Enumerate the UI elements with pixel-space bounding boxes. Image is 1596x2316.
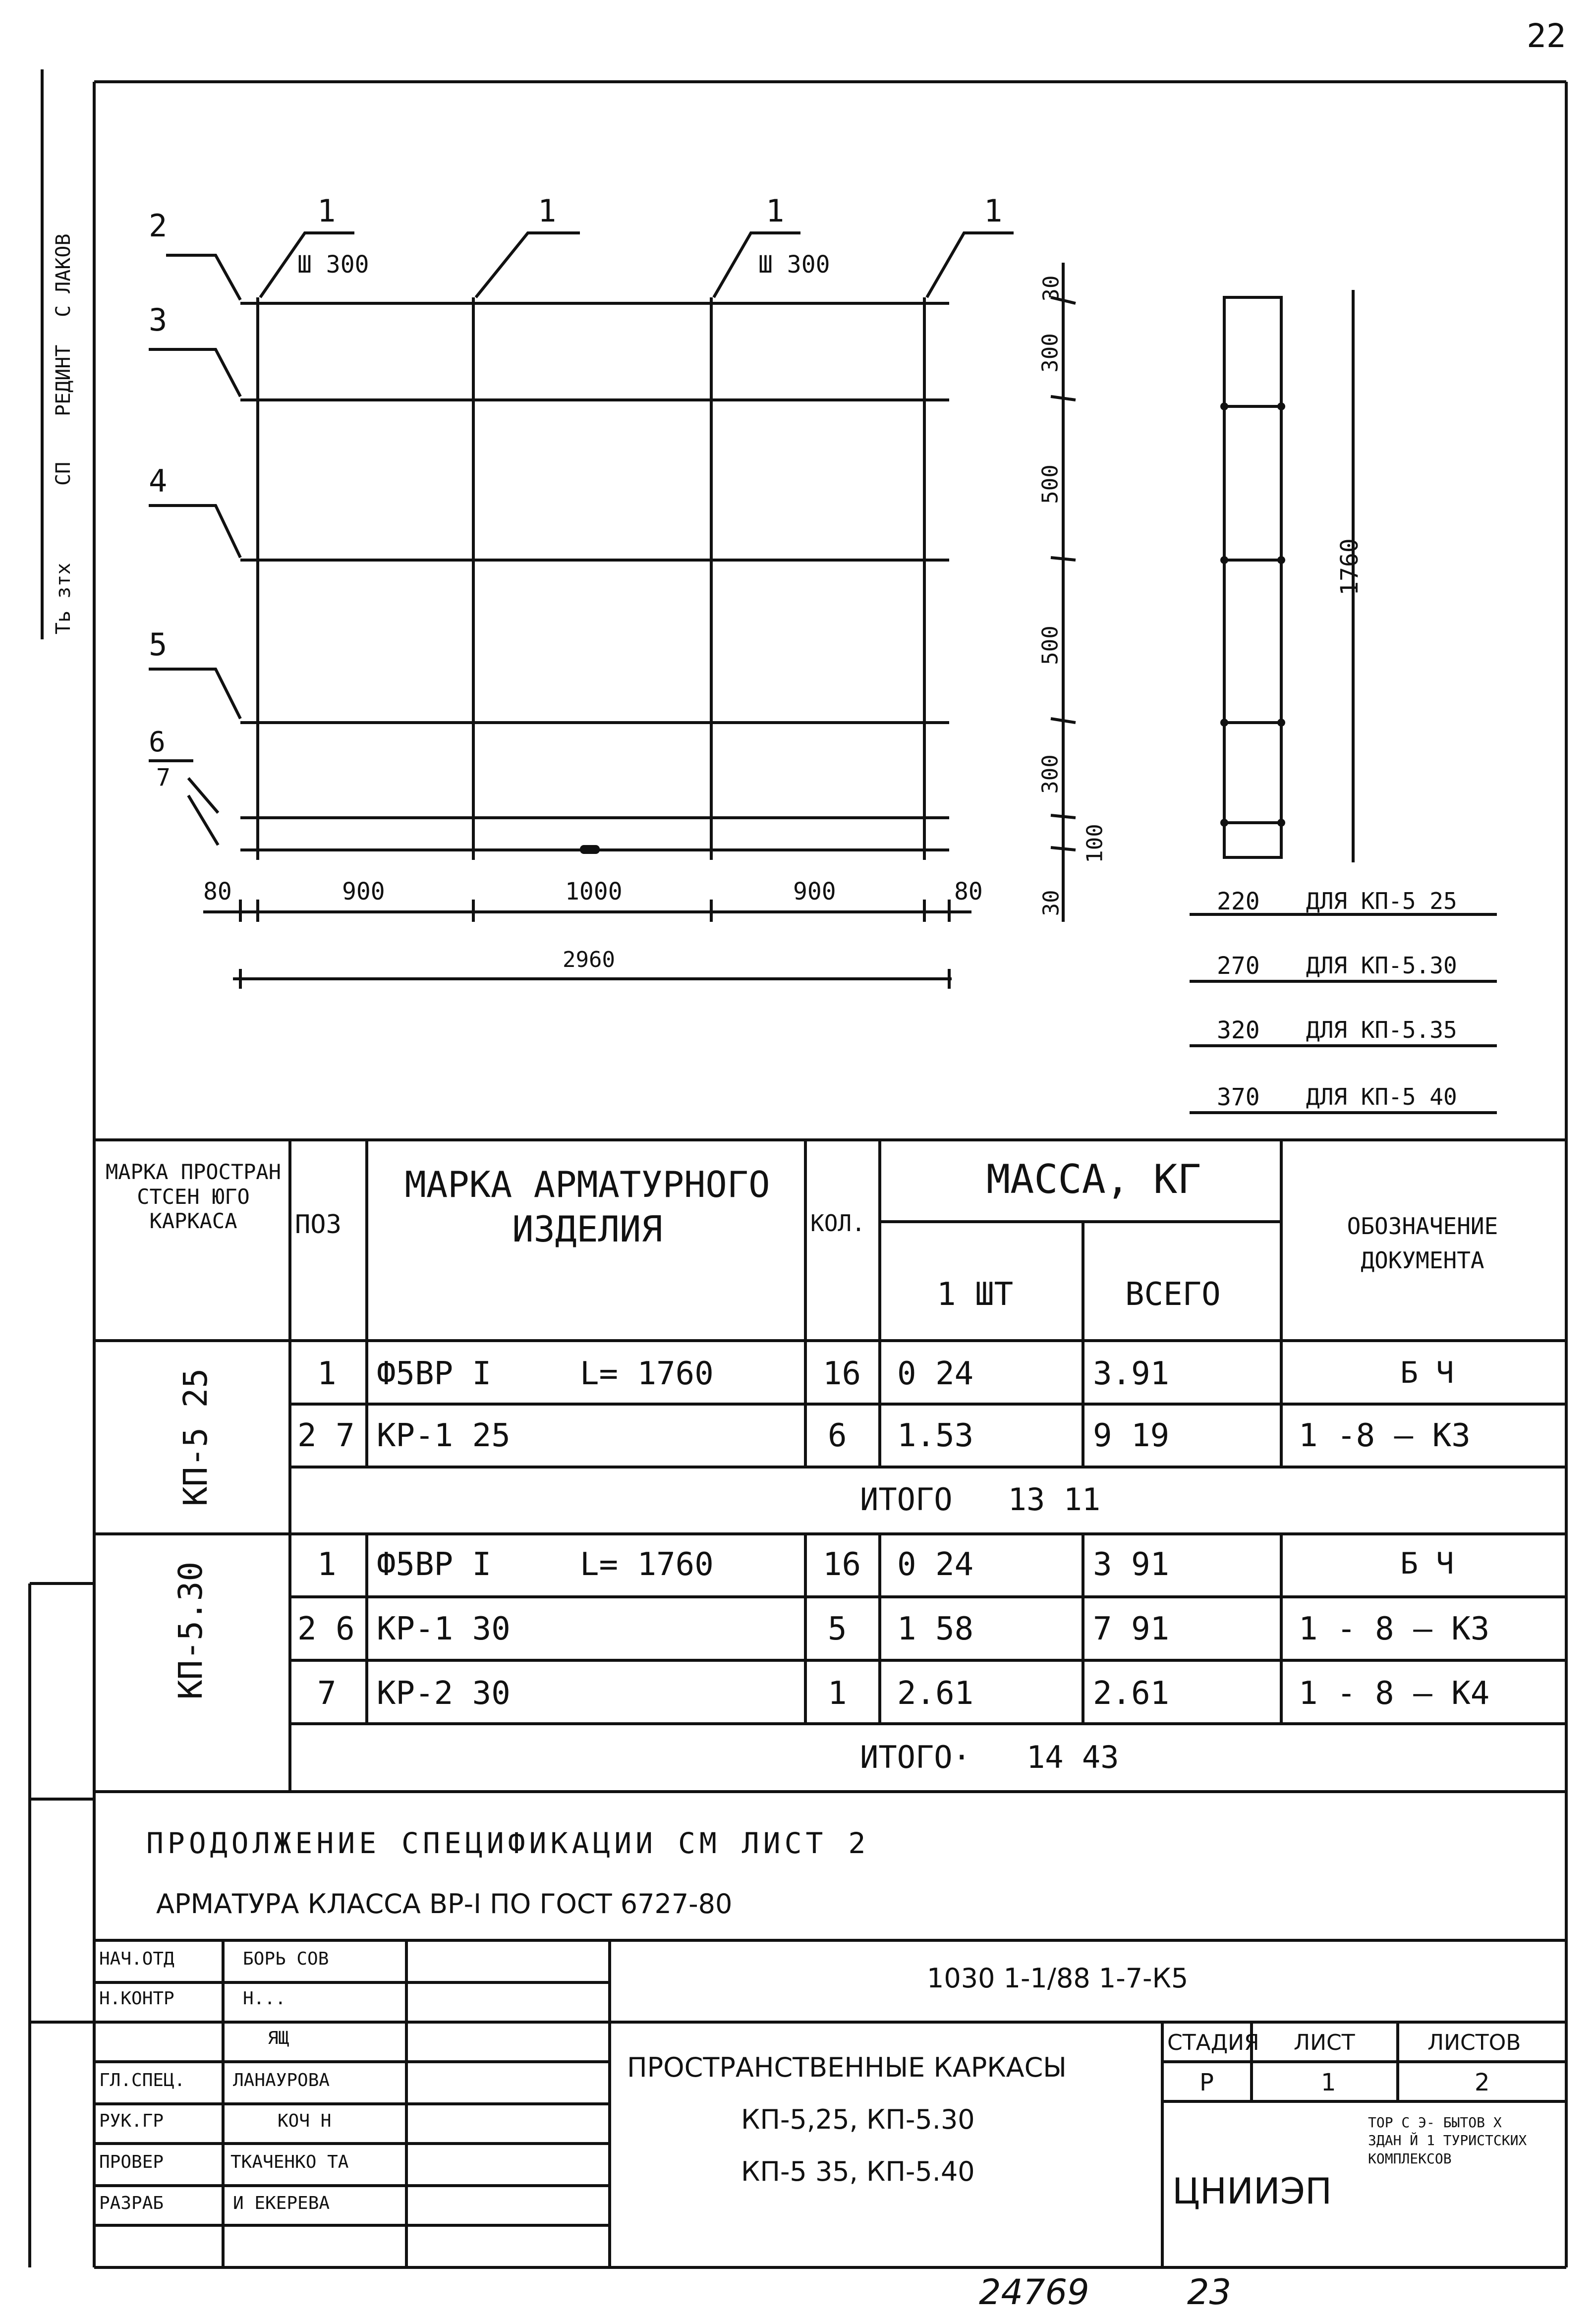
row-pos: 1 [317, 1546, 337, 1583]
reinforcement-note: АРМАТУРА КЛАССА ВР-I ПО ГОСТ 6727-80 [156, 1888, 733, 1920]
row-pos: 1 [317, 1356, 337, 1392]
variant-dim-1: 220 [1217, 888, 1260, 915]
row-doc: Б Ч [1400, 1546, 1454, 1581]
vdim-300-top: 300 [1037, 333, 1063, 373]
row-pos: 7 [317, 1675, 337, 1712]
vdim-300-bottom: 300 [1037, 754, 1063, 794]
row-qty: 5 [828, 1611, 847, 1647]
mark-5: 5 [149, 626, 168, 663]
mark-4: 4 [149, 463, 168, 499]
signature-name: БОРЬ СОВ [243, 1949, 329, 1969]
header-document: ОБОЗНАЧЕНИЕ ДОКУМЕНТА [1347, 1213, 1498, 1274]
row-unit-mass: 2.61 [897, 1675, 974, 1712]
vdim-30-top: 30 [1038, 275, 1064, 302]
title-line-2: КП-5,25, КП-5.30 [741, 2104, 975, 2135]
vdim-100: 100 [1082, 824, 1108, 863]
group-2-total: ИТОГО· 14 43 [860, 1739, 1119, 1775]
title-line-3: КП-5 35, КП-5.40 [741, 2156, 975, 2187]
header-qty: КОЛ. [810, 1210, 865, 1237]
vdim-500-b: 500 [1037, 625, 1063, 665]
sheets-label: ЛИСТОВ [1427, 2030, 1521, 2055]
signature-role: НАЧ.ОТД [99, 1949, 174, 1969]
row-pos: 2 6 [297, 1611, 355, 1647]
header-mass-total: ВСЕГО [1125, 1276, 1221, 1313]
signature-role: РАЗРАБ [99, 2193, 164, 2213]
row-doc: 1 -8 — К3 [1299, 1417, 1471, 1454]
continuation-note: ПРОДОЛЖЕНИЕ СПЕЦИФИКАЦИИ СМ ЛИСТ 2 [146, 1826, 870, 1860]
signature-name: Н... [243, 1988, 286, 2009]
vdim-500-a: 500 [1037, 464, 1063, 504]
sheet-value: 1 [1321, 2069, 1336, 2096]
side-stamp [44, 89, 91, 634]
header-item-mark: МАРКА АРМАТУРНОГО ИЗДЕЛИЯ [404, 1164, 770, 1250]
mark-1b: 1 [538, 193, 557, 229]
variant-dim-4: 370 [1217, 1083, 1260, 1111]
row-qty: 16 [823, 1356, 861, 1392]
signature-role: Н.КОНТР [99, 1988, 174, 2009]
signature-name: ЛАНАУРОВА [233, 2070, 330, 2090]
signature-name: ЯЩ [268, 2028, 289, 2048]
side-height-dim: 1760 [1335, 538, 1364, 596]
sheet-label: ЛИСТ [1294, 2030, 1355, 2055]
signature-name: И ЕКЕРЕВА [233, 2193, 330, 2213]
variant-label-1: ДЛЯ КП-5 25 [1306, 888, 1457, 914]
row-length: L= 1760 [580, 1356, 714, 1392]
dim-overall: 2960 [563, 947, 615, 972]
mark-2: 2 [149, 208, 168, 244]
header-frame-mark: МАРКА ПРОСТРАН СТСЕН ЮГО КАРКАСА [105, 1160, 281, 1234]
org-name: ЦНИИЭП [1172, 2170, 1332, 2212]
stage-value: Р [1199, 2069, 1214, 2096]
stage-label: СТАДИЯ [1167, 2030, 1259, 2055]
row-total-mass: 2.61 [1093, 1675, 1170, 1712]
header-mass: МАССА, КГ [986, 1156, 1201, 1202]
row-unit-mass: 1 58 [897, 1611, 974, 1647]
row-mark: Ф5ВР I [377, 1546, 492, 1583]
row-length: L= 1760 [580, 1546, 714, 1583]
row-pos: 2 7 [297, 1417, 355, 1454]
page-number: 22 [1527, 17, 1566, 55]
mark-7: 7 [156, 764, 171, 791]
row-mark: КР-1 30 [377, 1611, 511, 1647]
dim-900-left: 900 [342, 878, 385, 905]
row-unit-mass: 1.53 [897, 1417, 974, 1454]
mark-1c: 1 [766, 193, 785, 229]
row-mark: Ф5ВР I [377, 1356, 492, 1392]
row-qty: 6 [828, 1417, 847, 1454]
title-line-1: ПРОСТРАНСТВЕННЫЕ КАРКАСЫ [627, 2052, 1067, 2083]
mark-3: 3 [149, 302, 168, 338]
side-stamp-2: СП [52, 461, 75, 486]
dim-80-right: 80 [954, 878, 983, 905]
archive-number: 24769 [979, 2272, 1089, 2313]
row-total-mass: 3.91 [1093, 1356, 1170, 1392]
frame-mark-group-2: КП-5.30 [171, 1561, 210, 1700]
side-stamp-1: Ть зтх [52, 563, 75, 634]
row-total-mass: 7 91 [1093, 1611, 1170, 1647]
side-stamp-3: РЕДИНТ [52, 344, 75, 416]
doc-code: 1030 1-1/88 1-7-К5 [927, 1963, 1189, 1994]
sheets-value: 2 [1475, 2069, 1490, 2096]
row-unit-mass: 0 24 [897, 1546, 974, 1583]
frame-mark-group-1: КП-5 25 [176, 1368, 215, 1507]
variant-label-4: ДЛЯ КП-5 40 [1306, 1083, 1457, 1110]
row-mark: КР-1 25 [377, 1417, 511, 1454]
dim-1000: 1000 [565, 878, 623, 905]
dim-80-left: 80 [203, 878, 232, 905]
signature-role: ПРОВЕР [99, 2152, 164, 2172]
signature-role: РУК.ГР [99, 2111, 164, 2131]
row-qty: 1 [828, 1675, 847, 1712]
signature-role: ГЛ.СПЕЦ. [99, 2070, 185, 2090]
header-mass-unit: 1 ШТ [937, 1276, 1014, 1313]
spacing-note-2: Ш 300 [758, 251, 830, 279]
signature-name: ТКАЧЕНКО ТА [230, 2152, 349, 2172]
header-pos: ПОЗ [295, 1210, 342, 1240]
dim-900-right: 900 [793, 878, 836, 905]
spacing-note-1: Ш 300 [297, 251, 369, 279]
mark-1d: 1 [984, 193, 1003, 229]
signature-name: КОЧ Н [278, 2111, 332, 2131]
variant-dim-3: 320 [1217, 1017, 1260, 1044]
mark-6: 6 [149, 726, 166, 758]
side-stamp-4: С ЛАКОВ [52, 233, 75, 317]
row-doc: 1 - 8 — К3 [1299, 1611, 1490, 1647]
variant-label-2: ДЛЯ КП-5.30 [1306, 952, 1457, 979]
org-note: ТОР С Э- БЫТОВ Х ЗДАН Й 1 ТУРИСТСКИХ КОМПЛЕКСОВ [1368, 2114, 1527, 2167]
mark-1a: 1 [317, 193, 336, 229]
row-mark: КР-2 30 [377, 1675, 511, 1712]
row-total-mass: 3 91 [1093, 1546, 1170, 1583]
group-1-total: ИТОГО 13 11 [860, 1481, 1101, 1518]
vdim-30-bottom: 30 [1038, 890, 1064, 916]
row-qty: 16 [823, 1546, 861, 1583]
row-doc: Б Ч [1400, 1356, 1454, 1390]
bottom-page-number: 23 [1187, 2272, 1232, 2313]
row-total-mass: 9 19 [1093, 1417, 1170, 1454]
row-doc: 1 - 8 — К4 [1299, 1675, 1490, 1712]
variant-dim-2: 270 [1217, 952, 1260, 980]
row-unit-mass: 0 24 [897, 1356, 974, 1392]
variant-label-3: ДЛЯ КП-5.35 [1306, 1017, 1457, 1043]
